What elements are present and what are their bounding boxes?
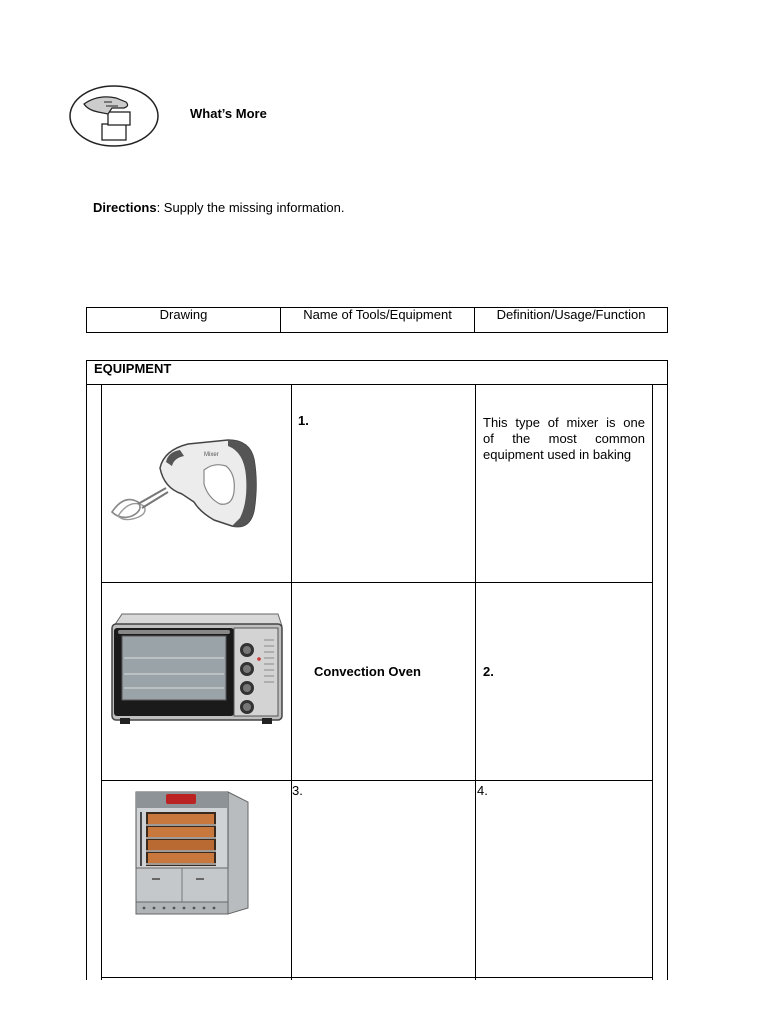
hand-blocks-icon [68, 84, 160, 148]
divider [291, 384, 292, 980]
directions-label: Directions [93, 200, 157, 215]
column-header-definition: Definition/Usage/Function [496, 307, 646, 322]
divider [87, 384, 667, 385]
svg-text:Mixer: Mixer [204, 452, 219, 458]
row-3-definition: 4. [477, 783, 488, 798]
row-1-definition-line-1: This type of mixer is one [483, 415, 645, 430]
column-header-row [86, 307, 668, 333]
divider [101, 780, 653, 781]
group-label: EQUIPMENT [94, 361, 172, 376]
divider [101, 977, 653, 978]
row-2-name: Convection Oven [314, 664, 421, 679]
row-1-definition-line-3: equipment used in baking [483, 447, 632, 462]
divider [475, 384, 476, 980]
row-3-name: 3. [292, 783, 303, 798]
row-1-definition [483, 415, 645, 463]
directions-text: : Supply the missing information. [156, 200, 345, 215]
divider [101, 582, 653, 583]
column-header-drawing: Drawing [87, 308, 281, 332]
row-1-definition-line-2: of the most common [483, 431, 645, 446]
section-title: What’s More [190, 106, 267, 121]
directions [93, 200, 344, 215]
column-header-name: Name of Tools/Equipment [281, 308, 475, 332]
deck-oven-image [132, 786, 252, 916]
convection-oven-image [108, 612, 284, 732]
divider [101, 384, 102, 980]
row-1-name: 1. [298, 413, 309, 428]
hand-mixer-image [104, 432, 274, 532]
divider [652, 384, 653, 980]
row-2-definition: 2. [483, 664, 494, 679]
